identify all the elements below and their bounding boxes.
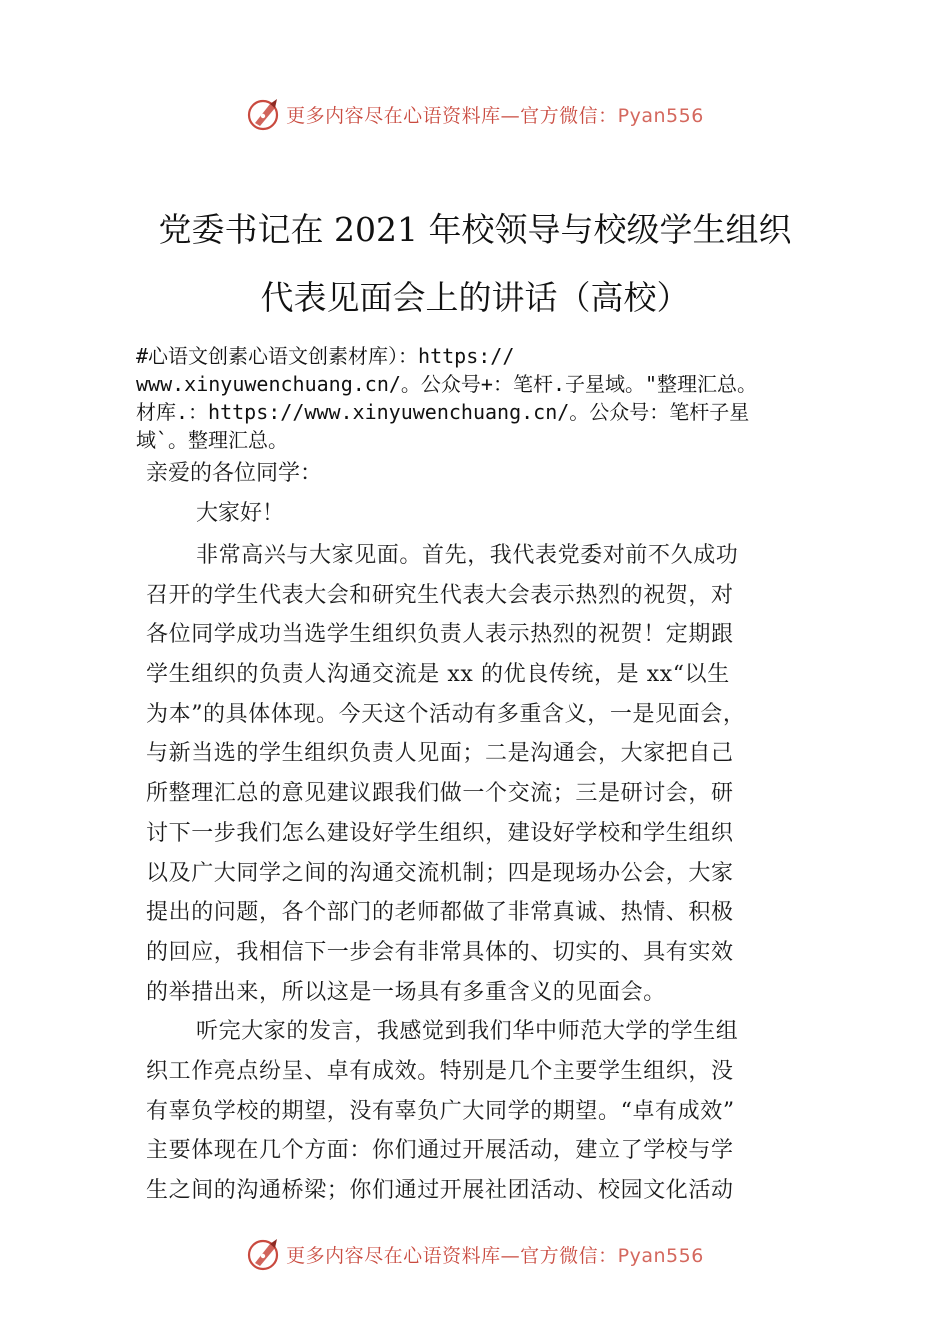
body-line: 非常高兴与大家见面。首先，我代表党委对前不久成功 bbox=[196, 543, 739, 568]
body-line: 以及广大同学之间的沟通交流机制；四是现场办公会，大家 bbox=[146, 860, 734, 886]
body-line: 有辜负学校的期望，没有辜负广大同学的期望。“卓有成效” bbox=[146, 1098, 735, 1124]
body-line: 召开的学生代表大会和研究生代表大会表示热烈的祝贺，对 bbox=[146, 582, 734, 608]
header-banner bbox=[0, 94, 950, 134]
source-note-line: www.xinyuwenchuang.cn/。公众号+：笔杆.子星域。"整理汇总。 bbox=[136, 372, 758, 396]
body-line: 的举措出来，所以这是一场具有多重含义的见面会。 bbox=[146, 979, 666, 1005]
salutation: 亲爱的各位同学： bbox=[146, 461, 323, 486]
source-note-line: 域`。整理汇总。 bbox=[136, 428, 289, 452]
body-line: 提出的问题，各个部门的老师都做了非常真诚、热情、积极 bbox=[146, 900, 734, 926]
footer-banner-wechat: Pyan556 bbox=[617, 1244, 704, 1267]
document-title-line-1: 党委书记在 2021 年校领导与校级学生组织 bbox=[158, 210, 792, 249]
speech-body bbox=[146, 536, 816, 1211]
paragraph-2 bbox=[146, 1012, 816, 1210]
body-line: 主要体现在几个方面：你们通过开展活动，建立了学校与学 bbox=[146, 1138, 734, 1164]
body-line: 学生组织的负责人沟通交流是 xx 的优良传统，是 xx“以生 bbox=[146, 662, 730, 688]
body-line: 为本”的具体体现。今天这个活动有多重含义，一是见面会， bbox=[146, 701, 746, 727]
source-note bbox=[136, 342, 876, 454]
header-banner-wechat: Pyan556 bbox=[617, 104, 704, 127]
body-line: 讨下一步我们怎么建设好学生组织，建设好学校和学生组织 bbox=[146, 820, 734, 846]
body-line: 与新当选的学生组织负责人见面；二是沟通会，大家把自己 bbox=[146, 741, 734, 767]
footer-banner-text: 更多内容尽在心语资料库—官方微信： bbox=[286, 1244, 618, 1267]
pen-nib-circle-icon bbox=[246, 1236, 282, 1272]
pen-nib-circle-icon bbox=[246, 96, 282, 132]
body-line: 生之间的沟通桥梁；你们通过开展社团活动、校园文化活动 bbox=[146, 1178, 734, 1203]
paragraph-1 bbox=[146, 536, 816, 1012]
body-line: 的回应，我相信下一步会有非常具体的、切实的、具有实效 bbox=[146, 939, 734, 965]
footer-banner bbox=[0, 1234, 950, 1274]
source-note-line: #心语文创素心语文创素材库）：https:// bbox=[136, 344, 515, 368]
header-banner-text: 更多内容尽在心语资料库—官方微信： bbox=[286, 104, 618, 127]
document-title-line-2: 代表见面会上的讲话（高校） bbox=[260, 278, 690, 317]
body-line: 所整理汇总的意见建议跟我们做一个交流；三是研讨会，研 bbox=[146, 781, 734, 807]
body-line: 织工作亮点纷呈、卓有成效。特别是几个主要学生组织，没 bbox=[146, 1058, 734, 1084]
body-line: 各位同学成功当选学生组织负责人表示热烈的祝贺！定期跟 bbox=[146, 622, 734, 648]
source-note-line: 材库.：https://www.xinyuwenchuang.cn/。公众号：笔杆子星 bbox=[136, 400, 750, 424]
body-line: 听完大家的发言，我感觉到我们华中师范大学的学生组 bbox=[196, 1019, 739, 1045]
greeting: 大家好！ bbox=[196, 501, 285, 526]
